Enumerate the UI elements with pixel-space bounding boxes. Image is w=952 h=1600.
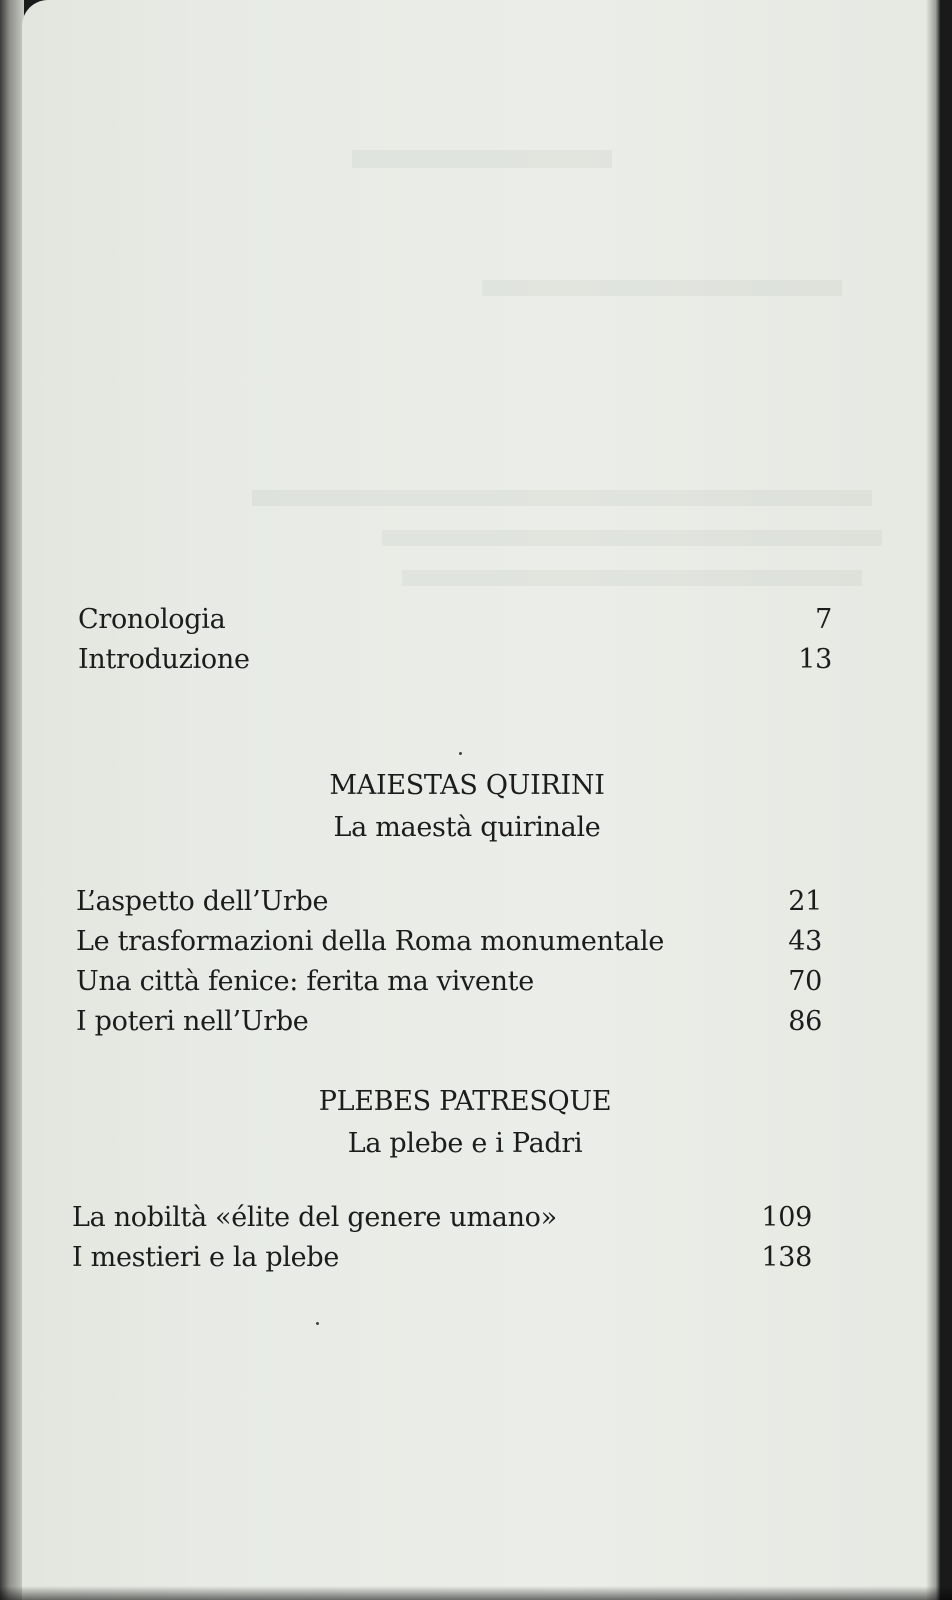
toc-entry-title: L’aspetto dell’Urbe <box>76 886 329 917</box>
toc-entry-page: 70 <box>788 966 822 997</box>
speck <box>459 752 462 755</box>
show-through-line <box>482 280 842 296</box>
toc-entry-page: 13 <box>798 644 832 675</box>
show-through-line <box>352 150 612 168</box>
show-through-line <box>252 490 872 506</box>
toc-entry-title: Introduzione <box>78 644 250 675</box>
section-subtitle: La maestà quirinale <box>333 812 601 843</box>
show-through-line <box>402 570 862 586</box>
page-right-edge <box>926 0 940 1600</box>
toc-entry-title: I mestieri e la plebe <box>72 1242 340 1273</box>
toc-entry-page: 138 <box>761 1242 812 1273</box>
page-bottom-shadow <box>0 1586 952 1600</box>
toc-entry-title: Cronologia <box>78 604 226 635</box>
toc-entry-page: 7 <box>815 604 832 635</box>
toc-entry-page: 21 <box>788 886 822 917</box>
toc-entry-page: 43 <box>788 926 822 957</box>
toc-entry-page: 109 <box>761 1202 812 1233</box>
book-page <box>22 0 940 1600</box>
toc-entry-title: Una città fenice: ferita ma vivente <box>76 966 534 997</box>
show-through-line <box>382 530 882 546</box>
toc-entry-page: 86 <box>788 1006 822 1037</box>
book-spine-edge <box>0 0 24 1600</box>
toc-entry-title: I poteri nell’Urbe <box>76 1006 309 1037</box>
section-title: PLEBES PATRESQUE <box>318 1086 612 1117</box>
speck <box>316 1322 319 1325</box>
section-title: MAIESTAS QUIRINI <box>329 770 605 801</box>
section-subtitle: La plebe e i Padri <box>347 1128 583 1159</box>
toc-entry-title: Le trasformazioni della Roma monumentale <box>76 926 665 957</box>
toc-entry-title: La nobiltà «élite del genere umano» <box>72 1202 557 1233</box>
